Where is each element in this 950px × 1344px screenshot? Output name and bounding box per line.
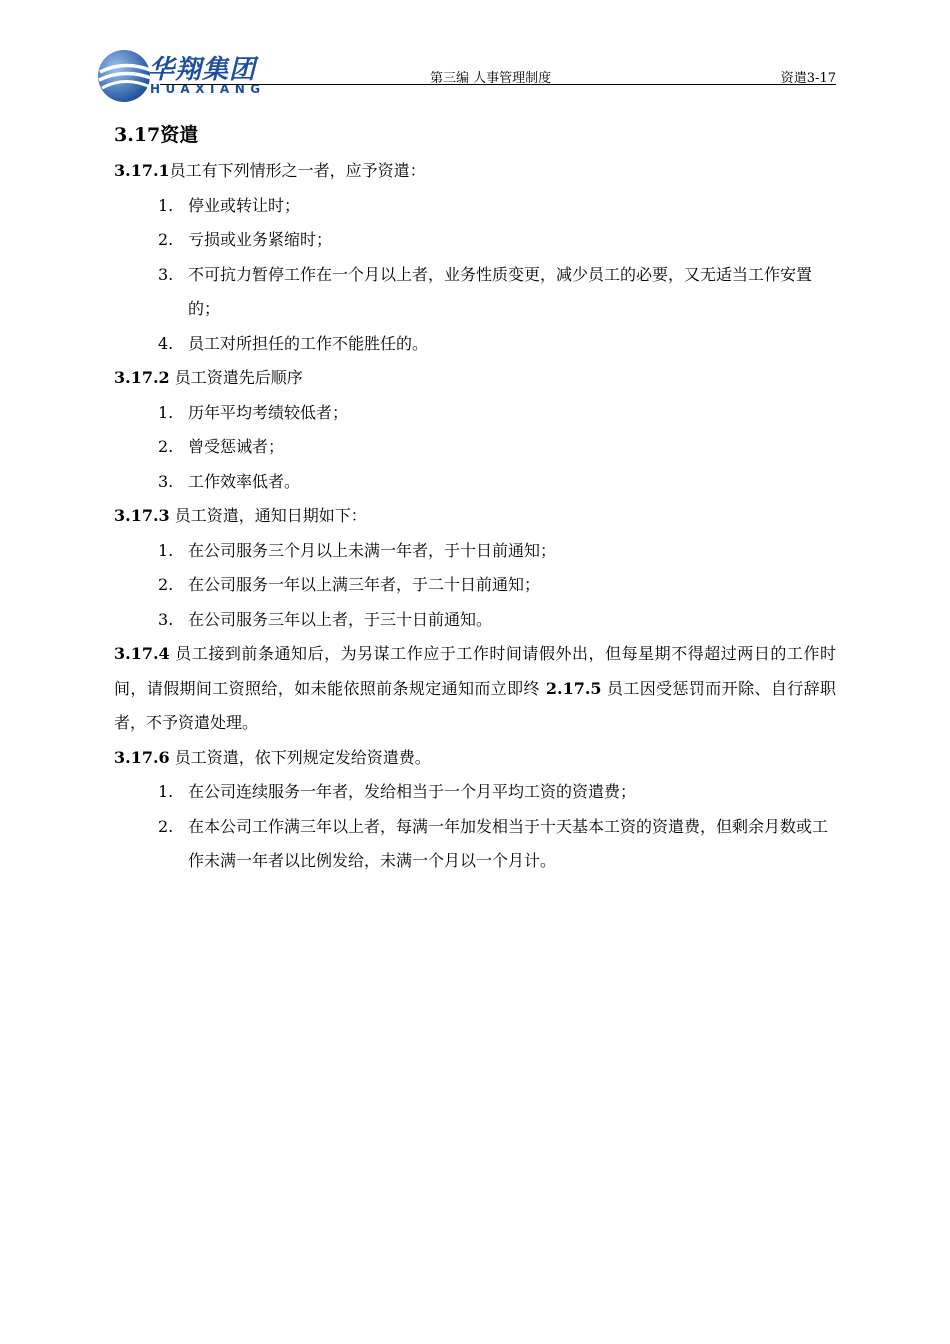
item-text: 不可抗力暂停工作在一个月以上者，业务性质变更，减少员工的必要，又无适当工作安置的； [188, 264, 813, 318]
clause-text: 员工资遣，依下列规定发给资遣费。 [169, 747, 431, 767]
clause-number: 3.17.1 [114, 161, 170, 180]
item-number: 3. [158, 471, 174, 491]
item-number: 1. [158, 540, 174, 560]
item-text: 历年平均考绩较低者； [188, 402, 349, 422]
clause-text: 员工有下列情形之一者，应予资遣： [169, 161, 426, 180]
document-body [114, 120, 836, 879]
clause-text: 员工接到前条通知后，为另谋工作应于工作时间请假外出，但每星期不得超过两日的工作时间，请假期间工资照给，如未能依照前条规定通知而立即终 [114, 644, 836, 698]
header-page-ref: 资遣3-17 [780, 71, 836, 86]
clause-number-inline: 2.17.5 [539, 678, 602, 698]
list-item [114, 430, 836, 465]
clause-3-17-6 [114, 741, 836, 776]
item-text: 在本公司工作满三年以上者，每满一年加发相当于十天基本工资的资遣费，但剩余月数或工作未满一年者以比例发给，未满一个月以一个月计。 [188, 816, 829, 870]
clause-number: 3.17.4 [114, 644, 170, 663]
list-item [114, 258, 836, 327]
item-number: 2. [158, 437, 174, 456]
item-number: 2. [158, 230, 174, 249]
list-item [114, 568, 836, 603]
logo-english-name: HUAXIANG [150, 82, 266, 96]
clause-3-17-2 [114, 361, 836, 396]
item-text: 在公司服务一年以上满三年者，于二十日前通知； [188, 575, 541, 594]
clause-3-17-3 [114, 499, 836, 534]
clause-text-continued: 员工因受惩罚而开除、自行辞职者，不予资遣处理。 [114, 678, 836, 732]
item-text: 停业或转让时； [188, 195, 301, 215]
list-item [114, 465, 836, 500]
item-text: 员工对所担任的工作不能胜任的。 [188, 333, 429, 353]
clause-number: 3.17.6 [114, 747, 170, 767]
item-text: 在公司服务三年以上者，于三十日前通知。 [188, 609, 493, 629]
logo-chinese-name: 华翔集团 [148, 55, 257, 85]
item-text: 亏损或业务紧缩时； [188, 230, 333, 249]
item-number: 3. [158, 264, 174, 284]
globe-icon [96, 46, 154, 106]
list-item [114, 775, 836, 810]
clause-3-17-4 [114, 637, 836, 741]
clause-text: 员工资遣先后顺序 [169, 368, 303, 387]
company-logo [96, 44, 278, 106]
item-text: 在公司连续服务一年者，发给相当于一个月平均工资的资遣费； [188, 782, 637, 801]
list-item [114, 810, 836, 879]
item-number: 3. [158, 609, 174, 629]
clause-number: 3.17.2 [114, 368, 170, 387]
list-item [114, 327, 836, 362]
clause-number: 3.17.3 [114, 506, 170, 525]
list-item [114, 223, 836, 258]
header-rule [160, 84, 836, 85]
item-number: 2. [158, 575, 174, 594]
list-item [114, 603, 836, 638]
item-text: 在公司服务三个月以上未满一年者，于十日前通知； [188, 540, 557, 560]
clause-3-17-1 [114, 154, 836, 189]
item-text: 曾受惩诫者； [188, 437, 285, 456]
item-number: 1. [158, 782, 174, 801]
item-number: 2. [158, 816, 174, 836]
list-item [114, 396, 836, 431]
list-item [114, 534, 836, 569]
item-number: 1. [158, 402, 174, 422]
section-title: 3.17资遣 [114, 124, 199, 146]
item-number: 1. [158, 195, 174, 215]
item-number: 4. [158, 333, 174, 353]
clause-text: 员工资遣，通知日期如下： [169, 506, 367, 525]
item-text: 工作效率低者。 [188, 471, 301, 491]
list-item [114, 189, 836, 224]
header-chapter: 第三编 人事管理制度 [430, 71, 552, 86]
